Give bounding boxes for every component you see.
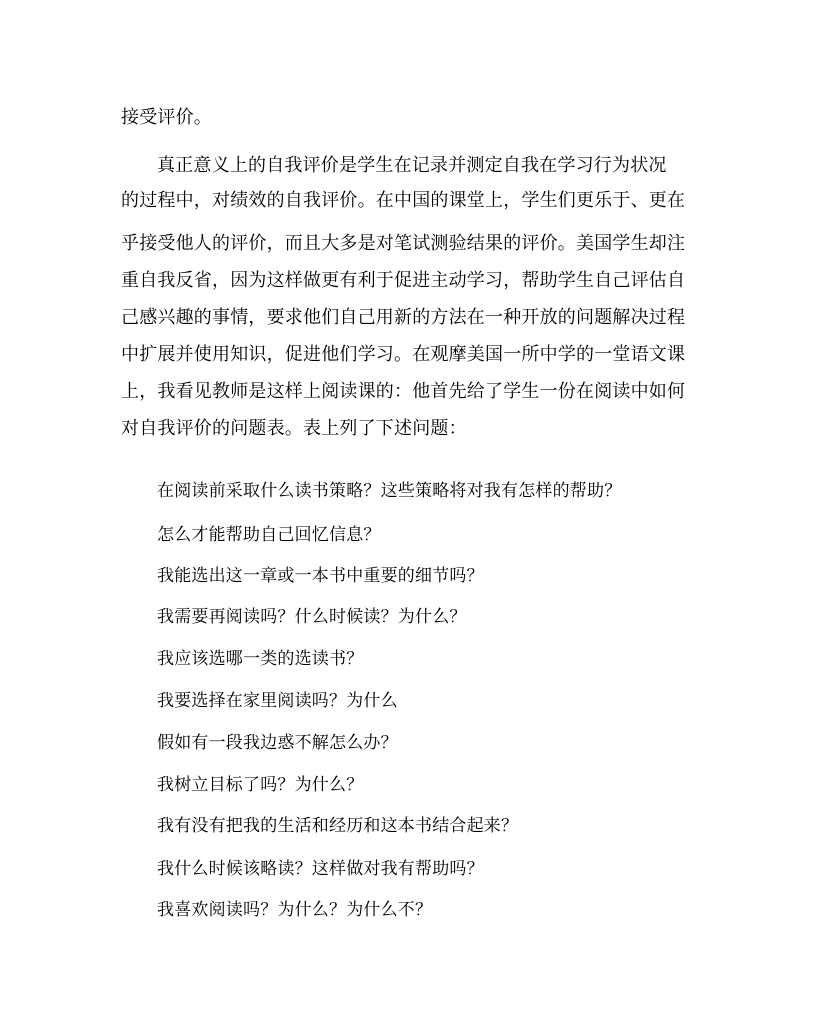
question-line-5: 我应该选哪一类的选读书？	[157, 649, 364, 669]
question-line-10: 我什么时候该略读？这样做对我有帮助吗？	[157, 859, 484, 879]
question-line-3: 我能选出这一章或一本书中重要的细节吗？	[157, 566, 484, 586]
question-line-6: 我要选择在家里阅读吗？为什么	[157, 691, 398, 711]
paragraph-line-8: 上，我看见教师是这样上阅读课的：他首先给了学生一份在阅读中如何	[121, 381, 686, 402]
question-line-11: 我喜欢阅读吗？为什么？为什么不？	[157, 900, 433, 920]
question-line-9: 我有没有把我的生活和经历和这本书结合起来？	[157, 816, 519, 836]
question-line-4: 我需要再阅读吗？什么时候读？为什么？	[157, 607, 467, 627]
question-line-1: 在阅读前采取什么读书策略？这些策略将对我有怎样的帮助？	[157, 481, 622, 501]
question-line-7: 假如有一段我边惑不解怎么办？	[157, 733, 398, 753]
paragraph-line-9: 对自我评价的问题表。表上列了下述问题：	[121, 418, 467, 439]
paragraph-line-3: 的过程中，对绩效的自我评价。在中国的课堂上，学生们更乐于、更在	[121, 190, 686, 211]
paragraph-line-1: 接受评价。	[121, 107, 212, 128]
paragraph-line-7: 中扩展并使用知识，促进他们学习。在观摩美国一所中学的一堂语文课	[121, 344, 686, 365]
paragraph-line-5: 重自我反省，因为这样做更有利于促进主动学习，帮助学生自己评估自	[121, 270, 686, 291]
paragraph-line-4: 乎接受他人的评价，而且大多是对笔试测验结果的评价。美国学生却注	[121, 233, 686, 254]
question-line-2: 怎么才能帮助自己回忆信息？	[157, 525, 381, 545]
paragraph-line-2: 真正意义上的自我评价是学生在记录并测定自我在学习行为状况	[157, 155, 667, 176]
paragraph-line-6: 己感兴趣的事情，要求他们自己用新的方法在一种开放的问题解决过程	[121, 307, 686, 328]
question-line-8: 我树立目标了吗？为什么？	[157, 775, 364, 795]
